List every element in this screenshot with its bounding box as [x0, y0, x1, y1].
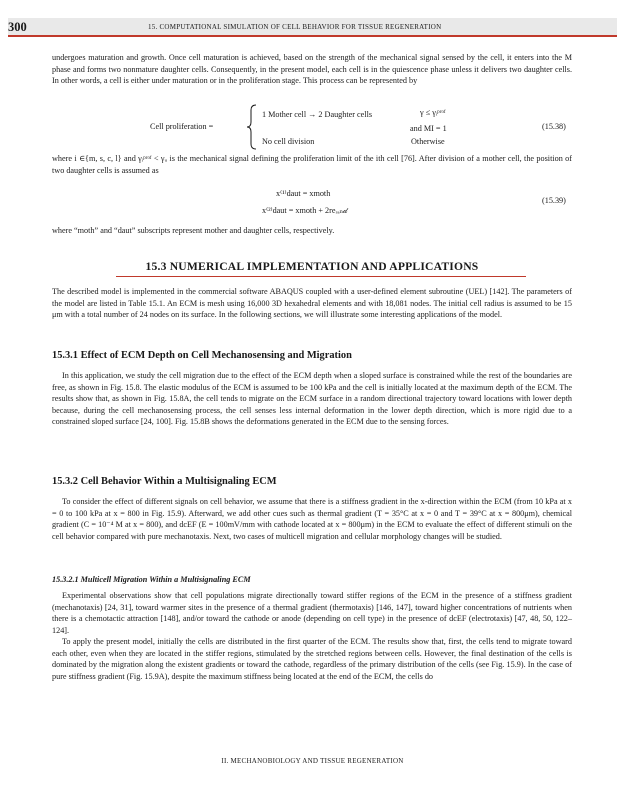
running-footer: II. MECHANOBIOLOGY AND TISSUE REGENERATION: [221, 757, 404, 765]
subsection-15-3-1-paragraph: In this application, we study the cell migration due to the effect of the ECM depth when a sloped surface is constrained while the rest of the boundaries are free, as shown in Fig. 15.8. The elastic modulus of the ECM is assumed to be 100 kPa and the cell is initially located at the maximum depth of the ECM. The results show that, as shown in Fig. 15.8A, the cell tends to migrate on the ECM surface in a random directional trajectory toward locations with lower depth because, during the cell mechanosensing process, the cell senses less internal deformation in the lower depth direction, which is more rigid due to a constrained sloped surface [24, 100]. Fig. 15.8B shows the deformations generated in the ECM due to the sensing forces.: [52, 371, 572, 427]
subsubsection-paragraph-2: To apply the present model, initially the cells are distributed in the first quarter of the ECM. The results show that, first, the cells tend to migrate toward each other, even when they are located in the stiffer regions, stimulated by the stretched regions between cells. However, the final destination of the cells is dominated by the migration along the existent gradients or toward the cathode, regardless of the primary distribution of the cells (see Fig. 15.9). In the case of pure stiffness gradient (Fig. 15.9A), despite the maximum stiffness being located at the end of the ECM, the cells do: [52, 637, 572, 681]
eq-brace: [246, 104, 258, 150]
eq-15-38-case-2: No cell division: [262, 137, 315, 146]
subsubsection-paragraph-1: Experimental observations show that cell populations migrate directionally toward stiffer regions of the ECM in the presence of a stiffness gradient (mechanotaxis) [24, 31], toward warmer sites in the presence of a thermal gradient (thermotaxis) [146, 147], toward higher concentrations of nutrients when there is a chemotactic attraction [148], and/or toward the cathode or anode (depending on cell type) in the presence of dcEF (electrotaxis) [47, 48, 50, 122–124].: [52, 591, 572, 635]
eq-15-38-label: Cell proliferation =: [150, 122, 214, 131]
eq-15-39-line-1: x⁽¹⁾daut = xmoth: [276, 189, 331, 198]
running-head: 15. COMPUTATIONAL SIMULATION OF CELL BEHAVIOR FOR TISSUE REGENERATION: [148, 23, 442, 31]
eq-15-38-condition-2: Otherwise: [411, 137, 445, 146]
section-rule: [116, 276, 526, 277]
section-title: 15.3 NUMERICAL IMPLEMENTATION AND APPLICATIONS: [145, 260, 479, 273]
subsection-15-3-2-title: 15.3.2 Cell Behavior Within a Multisignaling ECM: [52, 476, 277, 487]
eq-15-38-case-1: 1 Mother cell → 2 Daughter cells: [262, 110, 373, 119]
section-paragraph: The described model is implemented in the commercial software ABAQUS coupled with a user-defined element subroutine (UEL) [142]. The parameters of the model are listed in Table 15.1. An ECM is mesh using 16,000 3D hexahedral elements and with 18,081 nodes. The initial cell radius is assumed to be 15 μm with a total number of 24 nodes on its surface. In the following sections, we will illustrate some interesting applications of the model.: [52, 287, 572, 320]
subsection-15-3-2-paragraph: To consider the effect of different signals on cell behavior, we assume that there is a stiffness gradient in the x-direction within the ECM (from 10 kPa at x = 0 to 100 kPa at x = 800 in Fig. 15.9). Afterward, we add other cues such as thermal gradient (T = 35°C at x = 0 and T = 39°C at x = 800μm), chemical gradient (C = 10⁻⁴ M at x = 800), and dcEF (E = 100mV/mm with cathode located at x = 800μm) in the ECM to evaluate the effect of different stimuli on the cell behavior compared with pure mechanotaxis. Next, two cases of multicell migration and cellular morphology changes will be studied.: [52, 497, 572, 541]
intro-paragraph-3: where “moth” and “daut” subscripts represent mother and daughter cells, respectively.: [52, 226, 335, 235]
subsubsection-15-3-2-1-title: 15.3.2.1 Multicell Migration Within a Multisignaling ECM: [52, 575, 251, 584]
eq-15-38-condition-1a: γ ≤ γᵢᵖʳᵒᶠ: [420, 108, 446, 117]
intro-paragraph-1: undergoes maturation and growth. Once cell maturation is achieved, based on the strength of the mechanical signal sensed by the cell, it enters into the M phase and forms two nonmature daughter cells. Consequently, in the present model, each cell is in the quiescence phase unless it delivers two daughter cells. In other words, a cell is either under maturation or in the proliferation stage. This process can be represented by: [52, 53, 572, 86]
intro-paragraph-2: where i ∈{m, s, c, l} and γᵢᵖʳᵒᶠ < γᵤ is the mechanical signal defining the proliferation limit of the ith cell [76]. After division of a mother cell, the position of two daughter cells is assumed as: [52, 154, 572, 175]
eq-15-38-condition-1b: and MI = 1: [410, 124, 447, 133]
eq-15-39-number: (15.39): [542, 196, 566, 205]
eq-15-39-line-2: x⁽²⁾daut = xmoth + 2reᵣₐₙ𝒹: [262, 206, 348, 215]
eq-15-38-number: (15.38): [542, 122, 566, 131]
page-number: 300: [8, 20, 27, 34]
subsection-15-3-1-title: 15.3.1 Effect of ECM Depth on Cell Mechanosensing and Migration: [52, 350, 352, 361]
